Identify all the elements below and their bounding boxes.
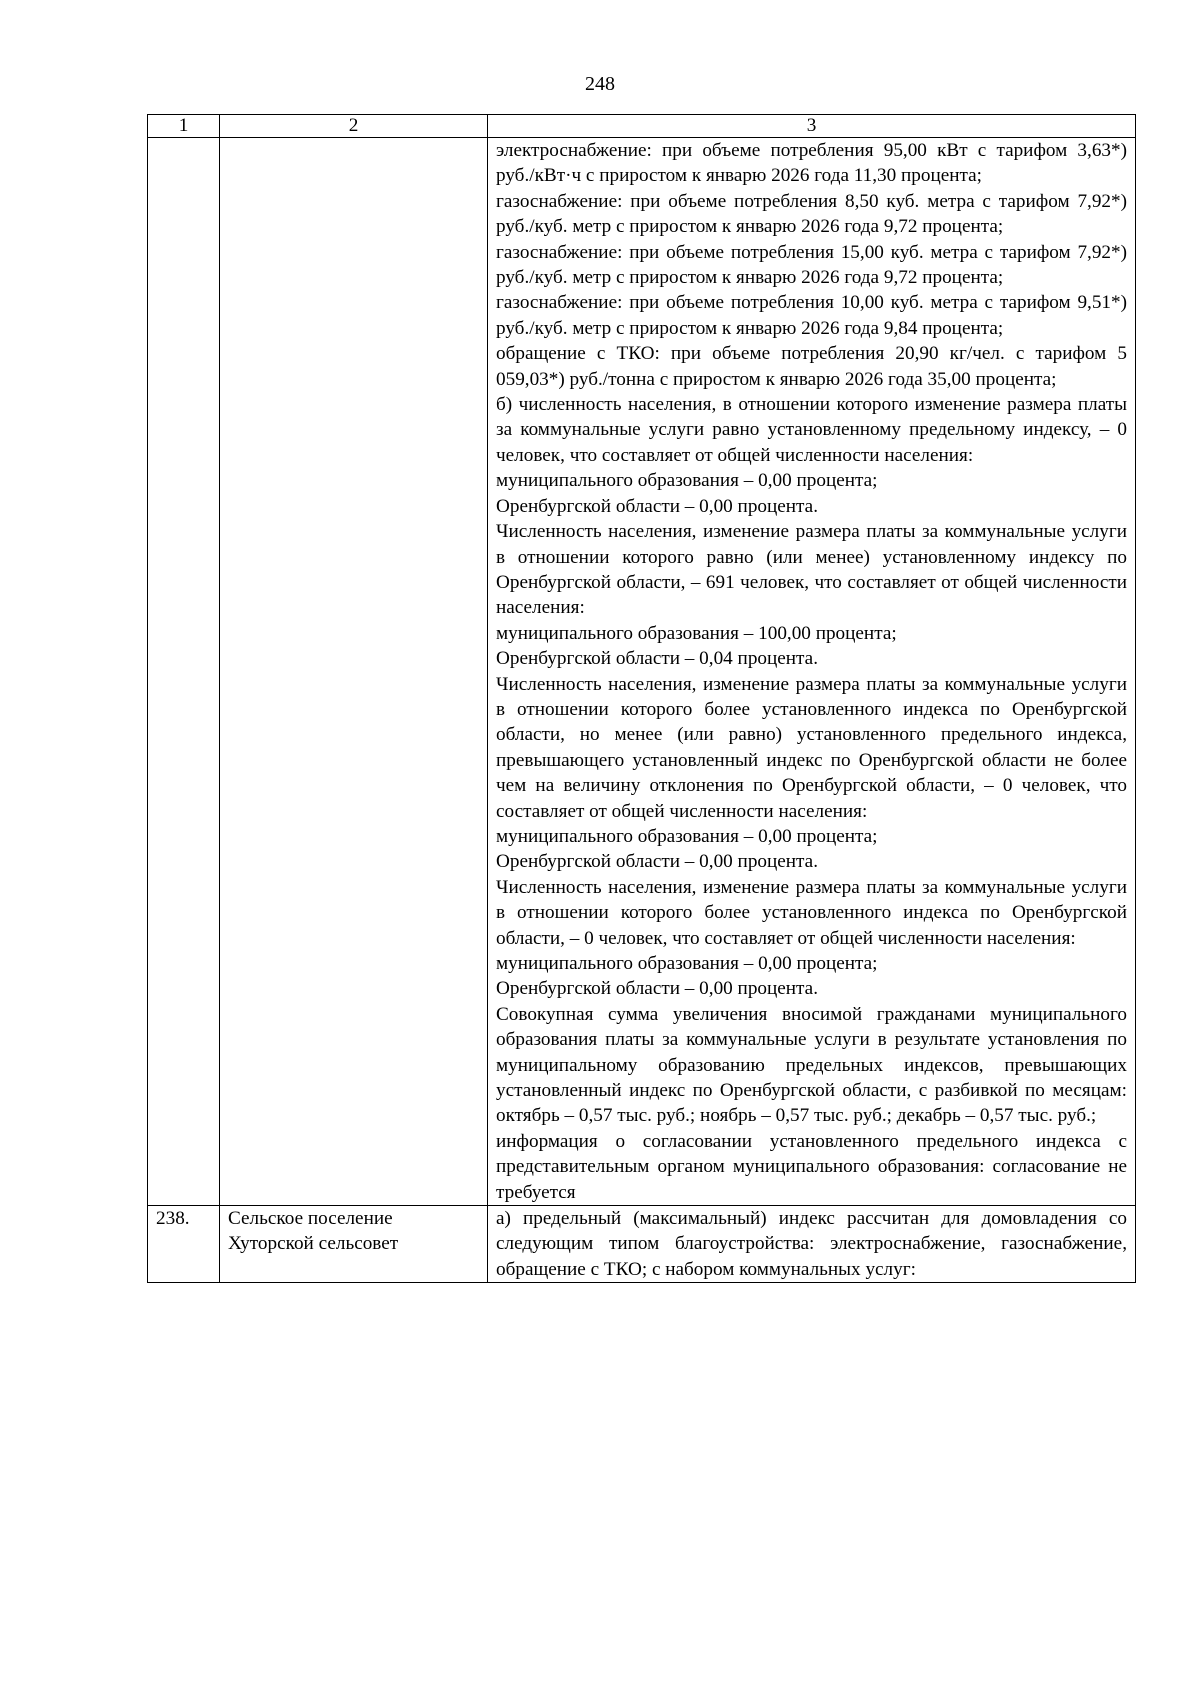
paragraph: б) численность населения, в отношении которого изменение размера платы за коммунальные услуги равно установленному предельному индексу, – 0 человек, что составляет от общей численности населения: bbox=[496, 394, 1127, 466]
row-number-cell: 238. bbox=[148, 1206, 220, 1283]
paragraph: газоснабжение: при объеме потребления 10,00 куб. метра с тарифом 9,51*) руб./куб. метр с приростом к январю 2026 года 9,84 процента; bbox=[496, 292, 1127, 339]
paragraph: Оренбургской области – 0,00 процента. bbox=[496, 851, 818, 873]
table-row bbox=[148, 1206, 1136, 1283]
paragraph: Оренбургской области – 0,00 процента. bbox=[496, 978, 818, 1000]
paragraph: газоснабжение: при объеме потребления 8,50 куб. метра с тарифом 7,92*) руб./куб. метр с приростом к январю 2026 года 9,72 процента; bbox=[496, 190, 1127, 238]
description-cell bbox=[488, 1206, 1136, 1283]
paragraph: информация о согласовании установленного предельного индекса с представительным органом муниципального образования: согласование не требуется bbox=[496, 1130, 1127, 1203]
paragraph: муниципального образования – 0,00 процента; bbox=[496, 953, 878, 974]
column-header: 3 bbox=[488, 115, 1136, 138]
page-number: 248 bbox=[585, 73, 615, 95]
paragraph: Совокупная сумма увеличения вносимой гражданами муниципального образования платы за коммунальные услуги в результате установления по муниципальному образованию предельных индексов, превышающих установленный индекс по Оренбургской области, с разбивкой по месяцам: октябрь – 0,57 тыс. руб.; ноябрь – 0,57 тыс. руб.; декабрь – 0,57 тыс. руб.; bbox=[496, 1003, 1127, 1127]
paragraph: муниципального образования – 100,00 процента; bbox=[496, 622, 897, 644]
paragraph: Оренбургской области – 0,04 процента. bbox=[496, 648, 818, 670]
column-header: 1 bbox=[148, 115, 220, 138]
municipality-name-cell bbox=[220, 138, 488, 1206]
paragraph: обращение с ТКО: при объеме потребления 20,90 кг/чел. с тарифом 5 059,03*) руб./тонна с приростом к январю 2026 года 35,00 процента; bbox=[496, 343, 1127, 390]
municipality-name-cell bbox=[220, 1206, 488, 1283]
data-table bbox=[147, 114, 1136, 1283]
table-row bbox=[148, 138, 1136, 1206]
paragraph: муниципального образования – 0,00 процента; bbox=[496, 825, 878, 847]
table-header-row bbox=[148, 115, 1136, 138]
paragraph: Оренбургской области – 0,00 процента. bbox=[496, 495, 818, 517]
paragraph: Численность населения, изменение размера платы за коммунальные услуги в отношении которого более установленного индекса по Оренбургской области, но менее (или равно) установленного предельного индекса, превышающего установленный индекс по Оренбургской области не более чем на величину отклонения по Оренбургской области, – 0 человек, что составляет от общей численности населения: bbox=[496, 673, 1127, 822]
description-cell bbox=[488, 138, 1136, 1206]
municipality-name-line: Сельское поселение bbox=[228, 1208, 393, 1230]
paragraph: Численность населения, изменение размера платы за коммунальные услуги в отношении которого равно (или менее) установленному индексу по Оренбургской области, – 691 человек, что составляет от общей численности населения: bbox=[496, 521, 1127, 619]
row-number-cell bbox=[148, 138, 220, 1206]
column-header: 2 bbox=[220, 115, 488, 138]
paragraph: электроснабжение: при объеме потребления 95,00 кВт с тарифом 3,63*) руб./кВт·ч с приростом к январю 2026 года 11,30 процента; bbox=[496, 140, 1127, 187]
paragraph: а) предельный (максимальный) индекс рассчитан для домовладения со следующим типом благоустройства: электроснабжение, газоснабжение, обращение с ТКО; с набором коммунальных услуг: bbox=[496, 1208, 1127, 1280]
paragraph: газоснабжение: при объеме потребления 15,00 куб. метра с тарифом 7,92*) руб./куб. метр с приростом к январю 2026 года 9,72 процента; bbox=[496, 241, 1127, 289]
paragraph: муниципального образования – 0,00 процента; bbox=[496, 470, 878, 492]
municipality-name-line: Хуторской сельсовет bbox=[228, 1233, 399, 1255]
paragraph: Численность населения, изменение размера платы за коммунальные услуги в отношении которого более установленного индекса по Оренбургской области, – 0 человек, что составляет от общей численности населения: bbox=[496, 876, 1127, 949]
